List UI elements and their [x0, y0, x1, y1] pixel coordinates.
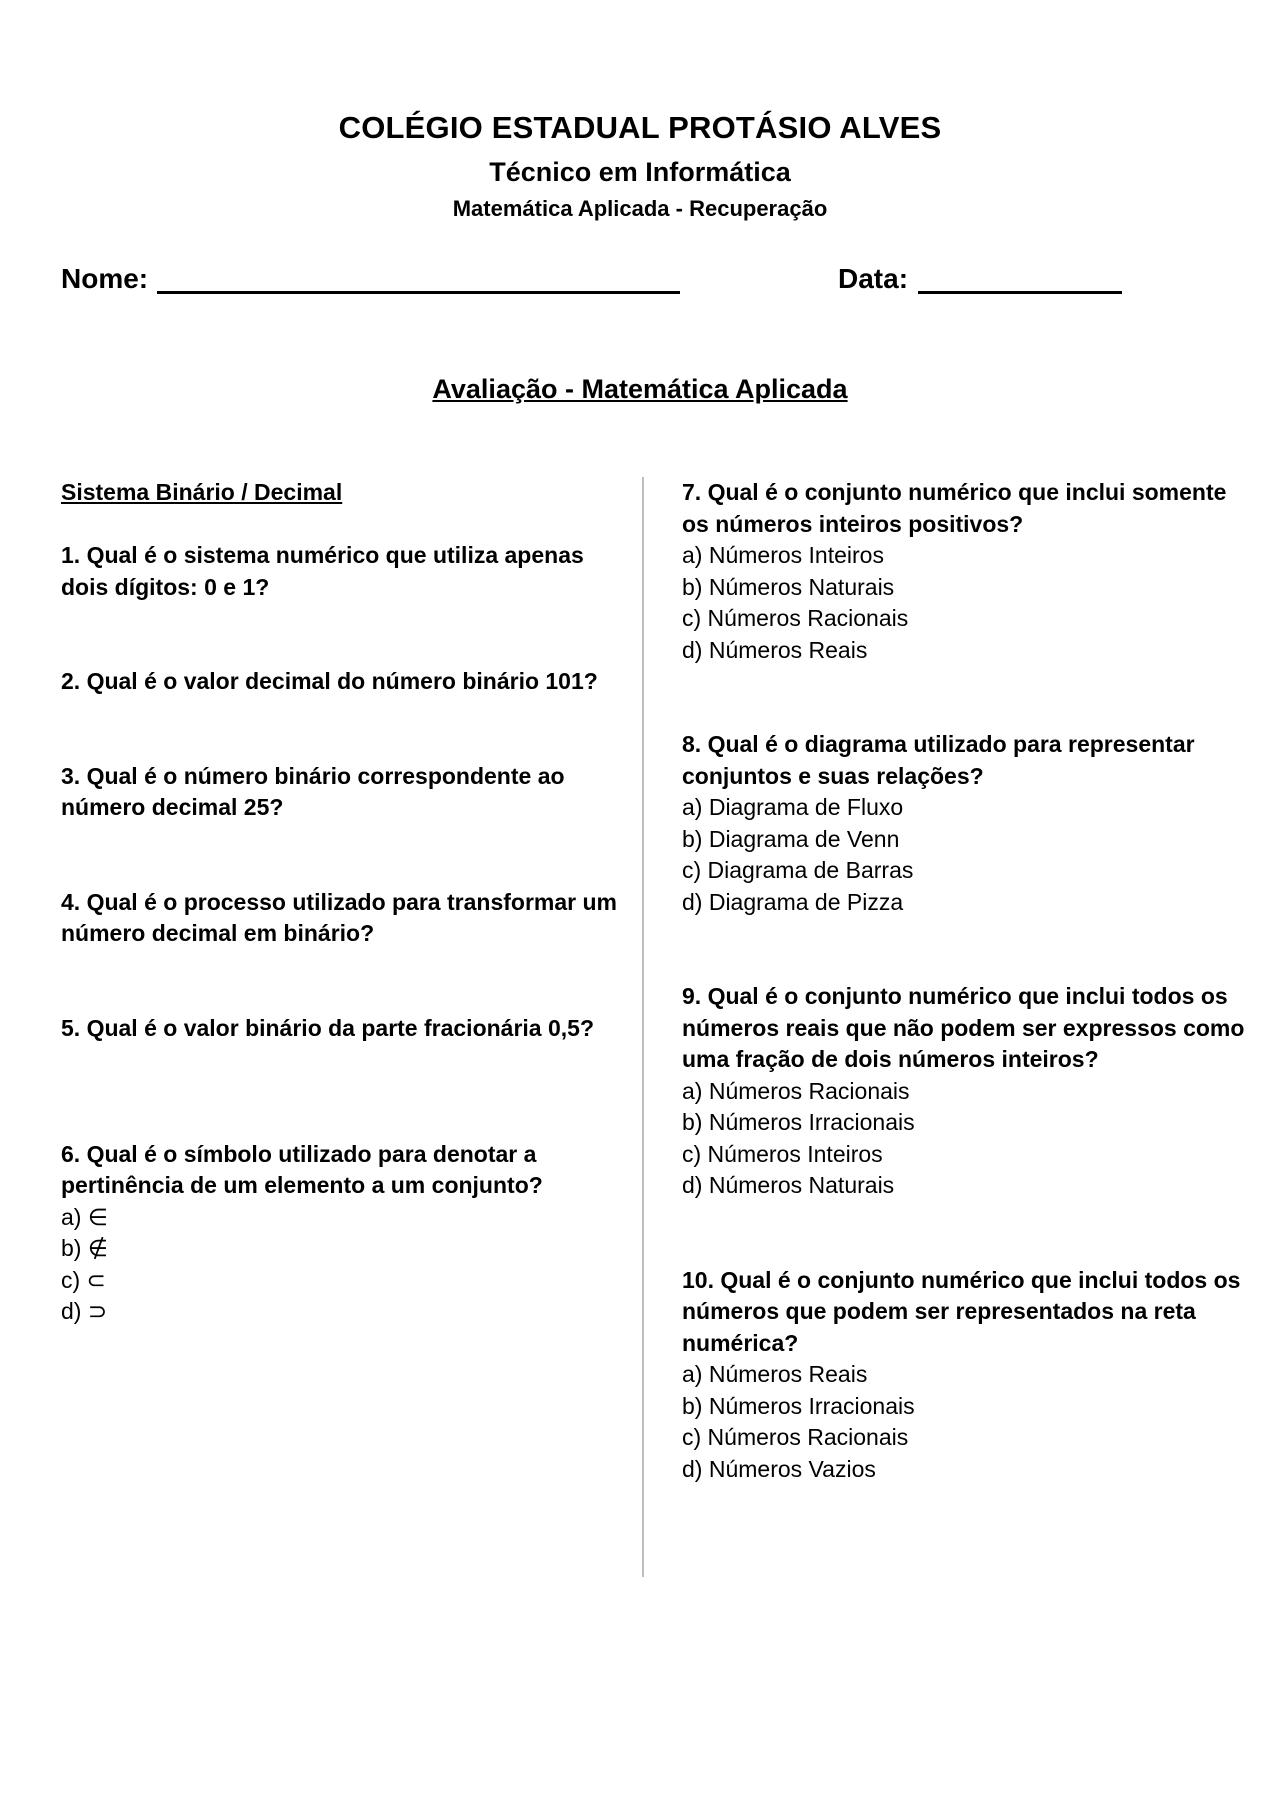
question-10	[682, 1265, 1252, 1486]
course-title: Técnico em Informática	[489, 157, 791, 187]
question-4	[61, 887, 626, 950]
option-c: c) Diagrama de Barras	[682, 857, 914, 883]
question-text: 2. Qual é o valor decimal do número binário 101?	[61, 668, 598, 694]
subject-title: Matemática Aplicada - Recuperação	[452, 196, 828, 221]
option-a: a) Números Racionais	[682, 1077, 910, 1104]
question-6	[61, 1139, 626, 1328]
option-a: a) ∈	[61, 1203, 108, 1230]
option-c: c) Números Inteiros	[682, 1140, 883, 1167]
name-line	[157, 291, 680, 294]
question-text: 5. Qual é o valor binário da parte fracionária 0,5?	[61, 1014, 595, 1041]
question-7	[682, 477, 1252, 666]
school-name: COLÉGIO ESTADUAL PROTÁSIO ALVES	[338, 110, 942, 145]
column-divider	[642, 477, 644, 1577]
option-c: c) Números Racionais	[682, 605, 909, 631]
question-text: 7. Qual é o conjunto numérico que inclui somente os números inteiros positivos?	[682, 479, 1227, 537]
option-d: d) Números Reais	[682, 636, 868, 663]
question-8	[682, 729, 1252, 918]
question-text: 8. Qual é o diagrama utilizado para representar conjuntos e suas relações?	[682, 731, 1195, 789]
option-b: b) Números Naturais	[682, 573, 895, 600]
right-column	[682, 477, 1252, 1485]
option-a: a) Números Reais	[682, 1361, 868, 1387]
question-text: 9. Qual é o conjunto numérico que inclui todos os números reais que não podem ser expressos como uma fração de dois números inteiros?	[682, 983, 1245, 1072]
date-line	[918, 291, 1122, 294]
option-d: d) Números Vazios	[682, 1455, 876, 1482]
question-text: 4. Qual é o processo utilizado para transformar um número decimal em binário?	[61, 888, 617, 946]
left-column	[61, 477, 626, 1328]
question-text: 1. Qual é o sistema numérico que utiliza apenas dois dígitos: 0 e 1?	[61, 542, 584, 600]
name-label: Nome:	[61, 263, 149, 294]
question-3	[61, 761, 626, 824]
option-c: c) ⊂	[61, 1266, 106, 1293]
option-b: b) ∉	[61, 1235, 108, 1261]
evaluation-title: Avaliação - Matemática Aplicada	[432, 374, 848, 404]
option-c: c) Números Racionais	[682, 1424, 909, 1450]
question-9	[682, 981, 1252, 1202]
question-text: 10. Qual é o conjunto numérico que inclui todos os números que podem ser representados na reta numérica?	[682, 1266, 1241, 1356]
date-label: Data:	[838, 263, 909, 294]
question-5	[61, 1013, 626, 1045]
section-title: Sistema Binário / Decimal	[61, 479, 343, 505]
option-b: b) Diagrama de Venn	[682, 825, 900, 852]
option-d: d) ⊃	[61, 1298, 108, 1324]
option-a: a) Diagrama de Fluxo	[682, 794, 904, 820]
question-1	[61, 540, 626, 603]
question-2	[61, 666, 626, 698]
option-b: b) Números Irracionais	[682, 1392, 915, 1419]
question-text: 6. Qual é o símbolo utilizado para denotar a pertinência de um elemento a um conjunto?	[61, 1140, 543, 1198]
option-b: b) Números Irracionais	[682, 1109, 915, 1135]
option-d: d) Números Naturais	[682, 1172, 895, 1198]
option-a: a) Números Inteiros	[682, 542, 884, 568]
question-text: 3. Qual é o número binário correspondente ao número decimal 25?	[61, 762, 565, 820]
option-d: d) Diagrama de Pizza	[682, 888, 904, 915]
